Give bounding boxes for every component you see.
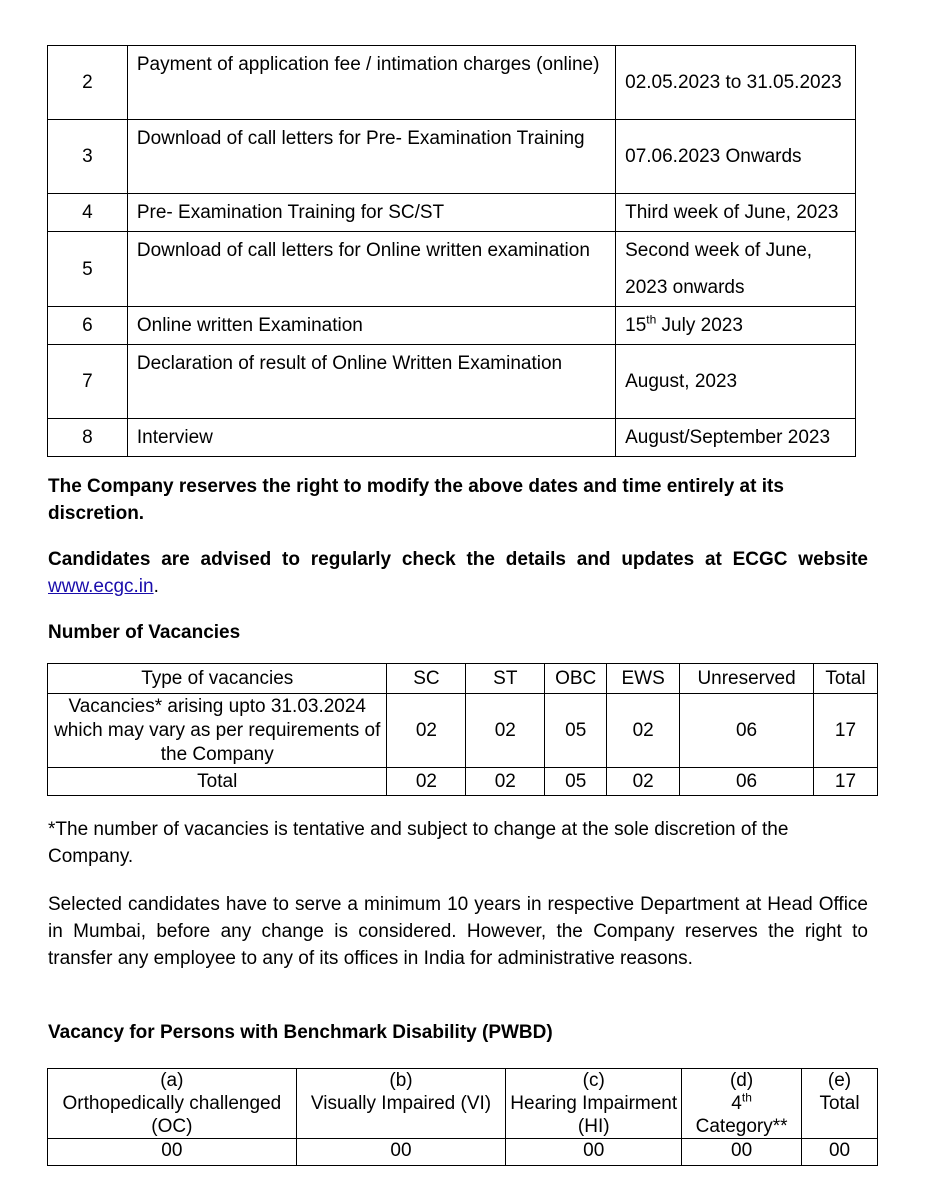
row-number: 4 xyxy=(48,194,128,232)
advice-text: Candidates are advised to regularly check the details and updates at ECGC website xyxy=(48,549,868,570)
table-row xyxy=(48,694,878,768)
vacancies-heading: Number of Vacancies xyxy=(48,622,241,643)
header-cell: Total xyxy=(814,664,878,694)
row-number: 8 xyxy=(48,419,128,457)
row-number: 2 xyxy=(48,46,128,120)
value-cell: 02 xyxy=(607,694,680,768)
category-header xyxy=(682,1069,802,1139)
header-cell: Unreserved xyxy=(680,664,814,694)
column-label: Hearing Impairment (HI) xyxy=(510,1093,678,1137)
table-row xyxy=(48,307,856,345)
table-row xyxy=(48,768,878,796)
date-day: 15 xyxy=(625,315,647,336)
vacancy-type: Vacancies* arising upto 31.03.2024 which may vary as per requirements of the Company xyxy=(48,694,387,768)
event-date: August, 2023 xyxy=(616,345,856,419)
value-cell: 17 xyxy=(814,694,878,768)
row-number: 7 xyxy=(48,345,128,419)
value-cell: 02 xyxy=(387,694,466,768)
value-cell: 02 xyxy=(466,768,545,796)
header-cell: SC xyxy=(387,664,466,694)
dates-disclaimer: The Company reserves the right to modify the above dates and time entirely at its discretion. xyxy=(48,476,784,524)
event-date: 07.06.2023 Onwards xyxy=(616,120,856,194)
vacancy-footnote: *The number of vacancies is tentative and subject to change at the sole discretion of the Company. xyxy=(48,819,789,867)
header-cell: OBC xyxy=(545,664,607,694)
table-row xyxy=(48,664,878,694)
value-cell: 00 xyxy=(682,1139,802,1166)
column-letter: (b) xyxy=(389,1070,413,1091)
value-cell: 00 xyxy=(802,1139,878,1166)
column-label: Visually Impaired (VI) xyxy=(310,1093,492,1114)
date-rest: July 2023 xyxy=(656,315,743,336)
table-row xyxy=(48,1069,878,1139)
value-cell: 06 xyxy=(680,694,814,768)
category-number: 4 xyxy=(731,1093,742,1114)
event-date: 02.05.2023 to 31.05.2023 xyxy=(616,46,856,120)
table-row xyxy=(48,194,856,232)
event-text: Declaration of result of Online Written Examination xyxy=(127,345,615,419)
event-date: August/September 2023 xyxy=(616,419,856,457)
header-cell: Type of vacancies xyxy=(48,664,387,694)
column-label xyxy=(682,1092,801,1138)
advice-end: . xyxy=(153,576,159,597)
event-text: Interview xyxy=(127,419,615,457)
event-date xyxy=(616,307,856,345)
total-label: Total xyxy=(48,768,387,796)
table-row xyxy=(48,1139,878,1166)
category-word: Category** xyxy=(695,1116,788,1137)
table-row xyxy=(48,345,856,419)
column-label: Orthopedically challenged (OC) xyxy=(62,1093,282,1137)
column-letter: (c) xyxy=(582,1070,605,1091)
column-letter: (d) xyxy=(729,1070,754,1091)
date-suffix: th xyxy=(646,312,657,327)
column-label: Total xyxy=(819,1093,860,1114)
table-row xyxy=(48,419,856,457)
value-cell: 00 xyxy=(48,1139,297,1166)
vi-header xyxy=(296,1069,506,1139)
header-cell: EWS xyxy=(607,664,680,694)
value-cell: 02 xyxy=(607,768,680,796)
column-letter: (a) xyxy=(160,1070,184,1091)
column-letter: (e) xyxy=(827,1070,852,1091)
pwbd-table xyxy=(47,1068,878,1166)
website-advice xyxy=(48,546,868,600)
event-text: Online written Examination xyxy=(127,307,615,345)
schedule-table xyxy=(47,45,856,457)
row-number: 5 xyxy=(48,232,128,307)
pwbd-heading: Vacancy for Persons with Benchmark Disability (PWBD) xyxy=(48,1022,553,1043)
table-row xyxy=(48,232,856,307)
category-suffix: th xyxy=(741,1090,752,1105)
oc-header xyxy=(48,1069,297,1139)
event-text: Payment of application fee / intimation charges (online) xyxy=(127,46,615,120)
header-cell: ST xyxy=(466,664,545,694)
event-text: Download of call letters for Online written examination xyxy=(127,232,615,307)
hi-header xyxy=(506,1069,682,1139)
value-cell: 05 xyxy=(545,768,607,796)
value-cell: 02 xyxy=(466,694,545,768)
vacancies-table xyxy=(47,663,878,796)
value-cell: 05 xyxy=(545,694,607,768)
row-number: 6 xyxy=(48,307,128,345)
value-cell: 00 xyxy=(506,1139,682,1166)
service-note: Selected candidates have to serve a minimum 10 years in respective Department at Head Office in Mumbai, before any change is considered. However, the Company reserves the right to transfer any employee to any of its offices in India for administrative reasons. xyxy=(48,894,868,969)
event-date: Second week of June, 2023 onwards xyxy=(616,232,856,307)
total-header xyxy=(802,1069,878,1139)
value-cell: 06 xyxy=(680,768,814,796)
event-text: Pre- Examination Training for SC/ST xyxy=(127,194,615,232)
ecgc-website-link[interactable]: www.ecgc.in xyxy=(48,576,154,597)
value-cell: 00 xyxy=(296,1139,506,1166)
event-text: Download of call letters for Pre- Examination Training xyxy=(127,120,615,194)
row-number: 3 xyxy=(48,120,128,194)
value-cell: 02 xyxy=(387,768,466,796)
table-row xyxy=(48,120,856,194)
value-cell: 17 xyxy=(814,768,878,796)
table-row xyxy=(48,46,856,120)
event-date: Third week of June, 2023 xyxy=(616,194,856,232)
